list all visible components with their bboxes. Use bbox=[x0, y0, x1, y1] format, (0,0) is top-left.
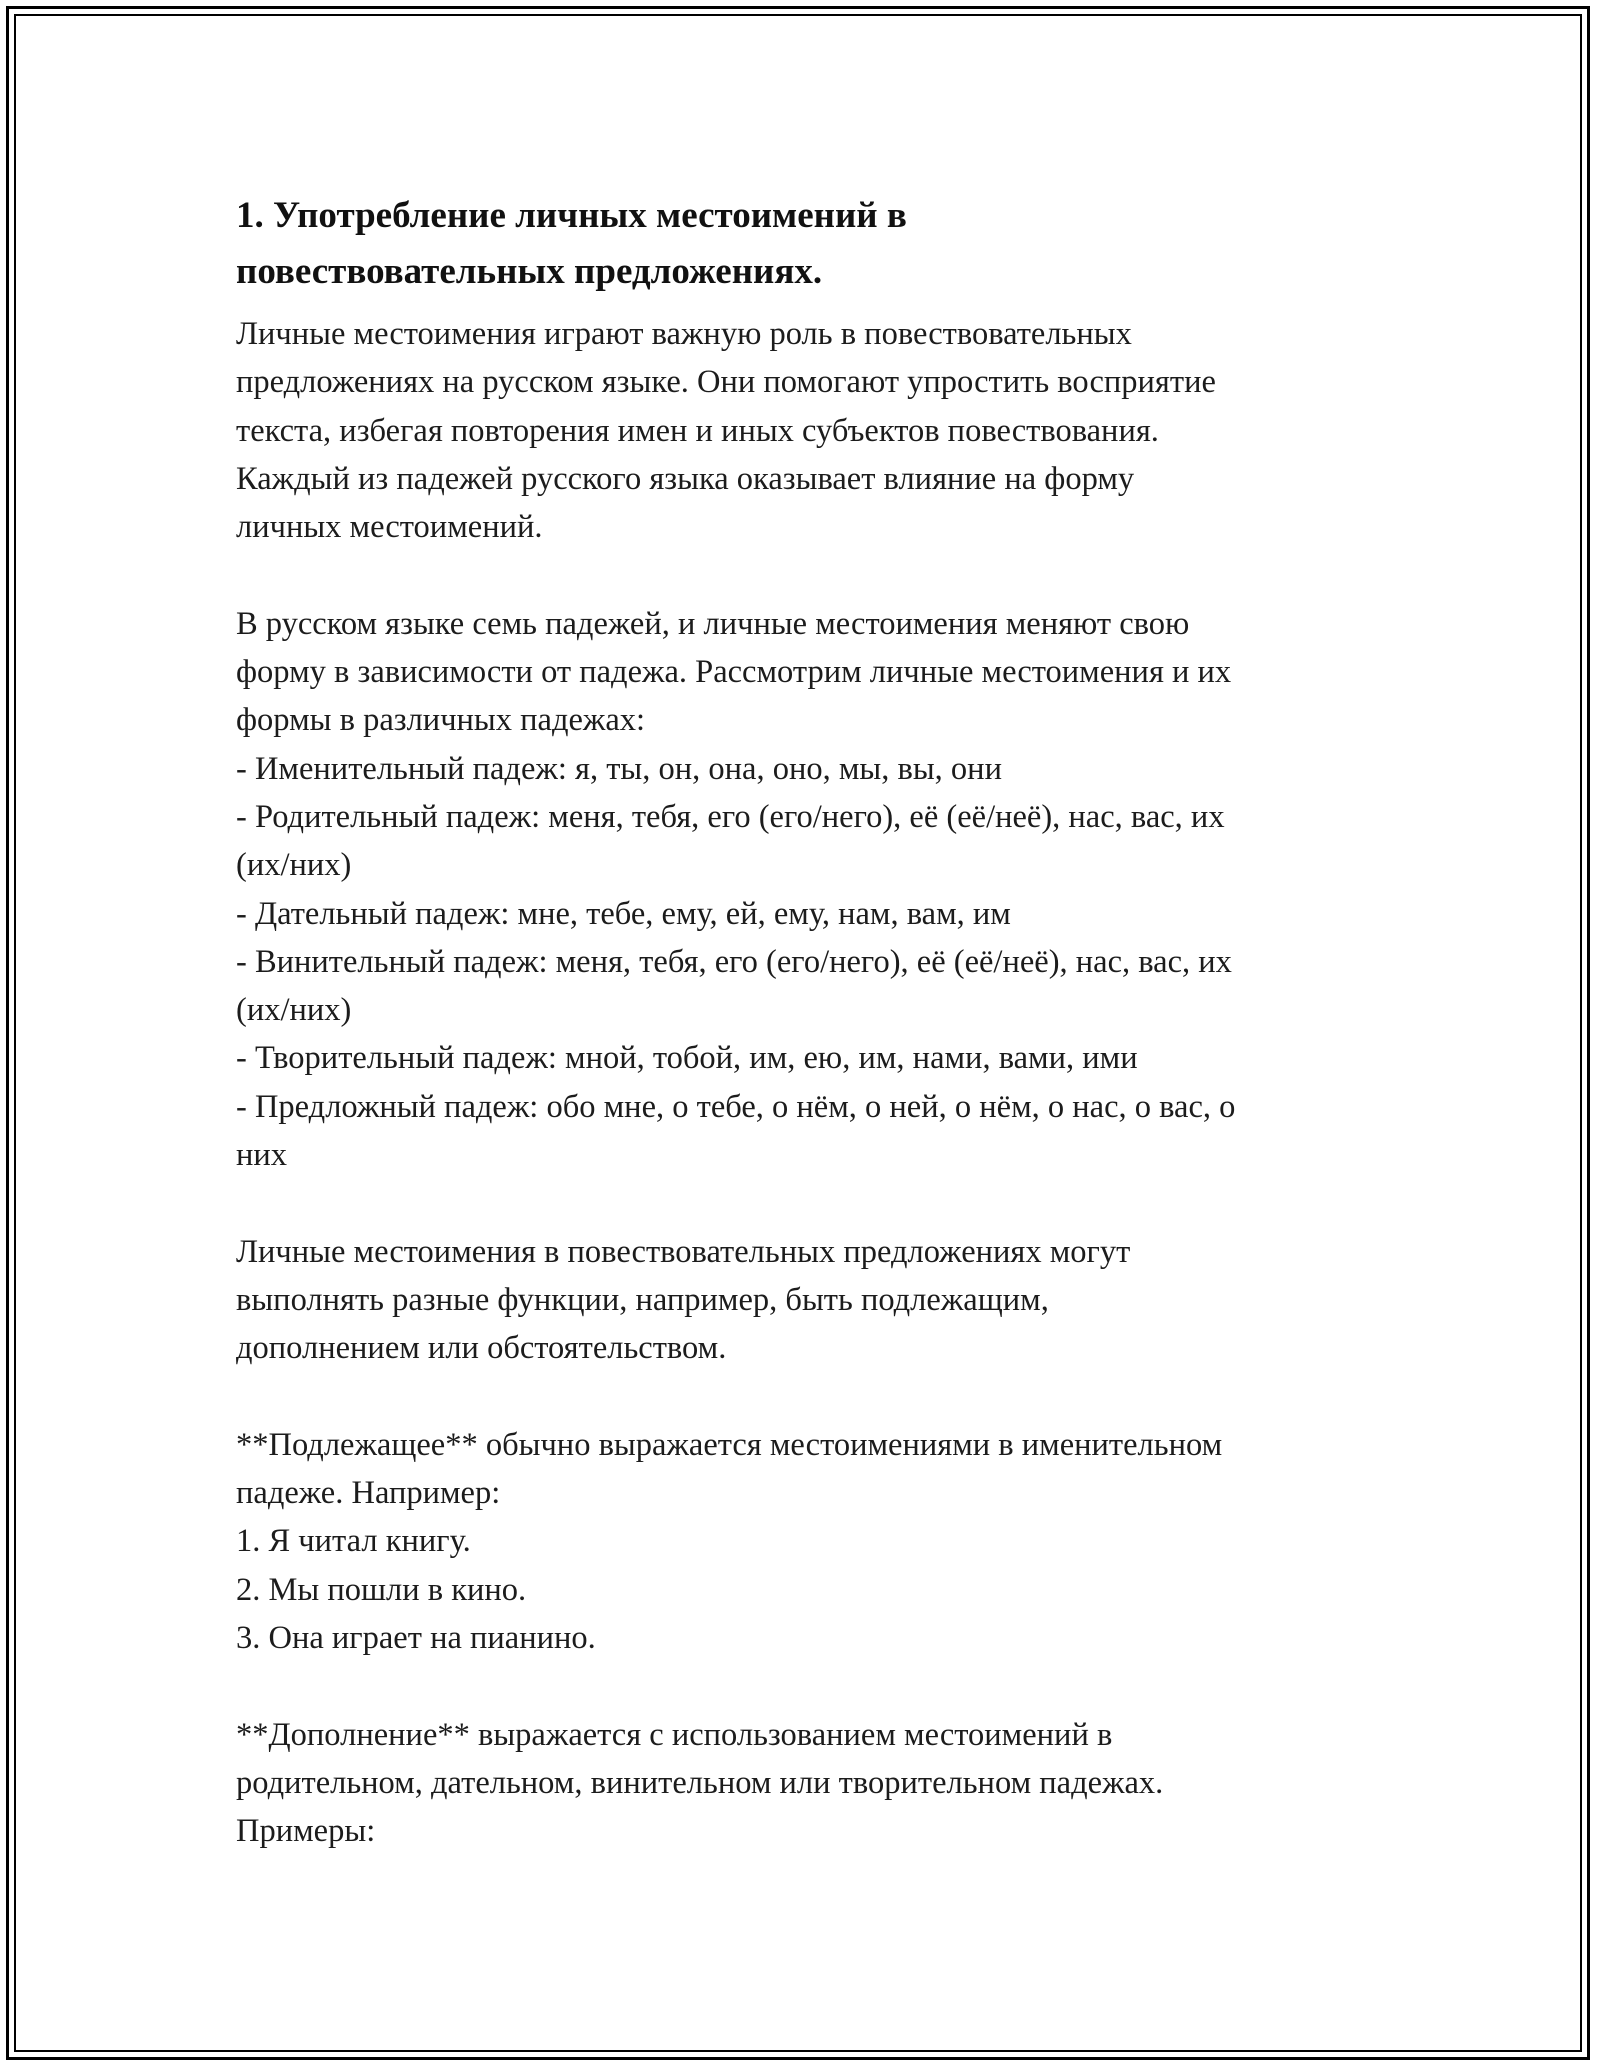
paragraph-spacer bbox=[236, 1662, 1386, 1710]
paragraph-cases: В русском языке семь падежей, и личные местоимения меняют свою форму в зависимости от падежа. Рассмотрим личные местоимения и их формы в различных падежах: - Именительный падеж: я, ты, он, она, оно, мы, вы, они - Родительный падеж: меня, тебя, его (его/него), её (её/неё), нас, вас, их (их/них) - Дательный падеж: мне, тебе, ему, ей, ему, нам, вам, им - Винительный падеж: меня, тебя, его (его/него), её (её/неё), нас, вас, их (их/них) - Творительный падеж: мной, тобой, им, ею, им, нами, вами, ими - Предложный падеж: обо мне, о тебе, о нём, о ней, о нём, о нас, о вас, о них bbox=[236, 605, 1236, 1174]
paragraph-spacer bbox=[236, 1179, 1386, 1227]
document-page bbox=[236, 188, 1386, 1856]
paragraph-subject: **Подлежащее** обычно выражается местоимениями в именительном падеже. Например: 1. Я читал книгу. 2. Мы пошли в кино. 3. Она играет на пианино. bbox=[236, 1426, 1223, 1657]
paragraph-spacer bbox=[236, 551, 1386, 599]
title-line-2: повествовательных предложениях. bbox=[236, 251, 823, 292]
title-line-1: 1. Употребление личных местоимений в bbox=[236, 195, 907, 236]
document-title bbox=[236, 188, 1386, 300]
paragraph-object: **Дополнение** выражается с использованием местоимений в родительном, дательном, винительном или творительном падежах. Примеры: bbox=[236, 1716, 1164, 1850]
paragraph-functions: Личные местоимения в повествовательных предложениях могут выполнять разные функции, например, быть подлежащим, дополнением или обстоятельством. bbox=[236, 1233, 1131, 1367]
paragraph-intro: Личные местоимения играют важную роль в повествовательных предложениях на русском языке. Они помогают упростить восприятие текста, избегая повторения имен и иных субъектов повествования. Каждый из падежей русского языка оказывает влияние на форму личных местоимений. bbox=[236, 316, 1216, 546]
paragraph-spacer bbox=[236, 1373, 1386, 1421]
